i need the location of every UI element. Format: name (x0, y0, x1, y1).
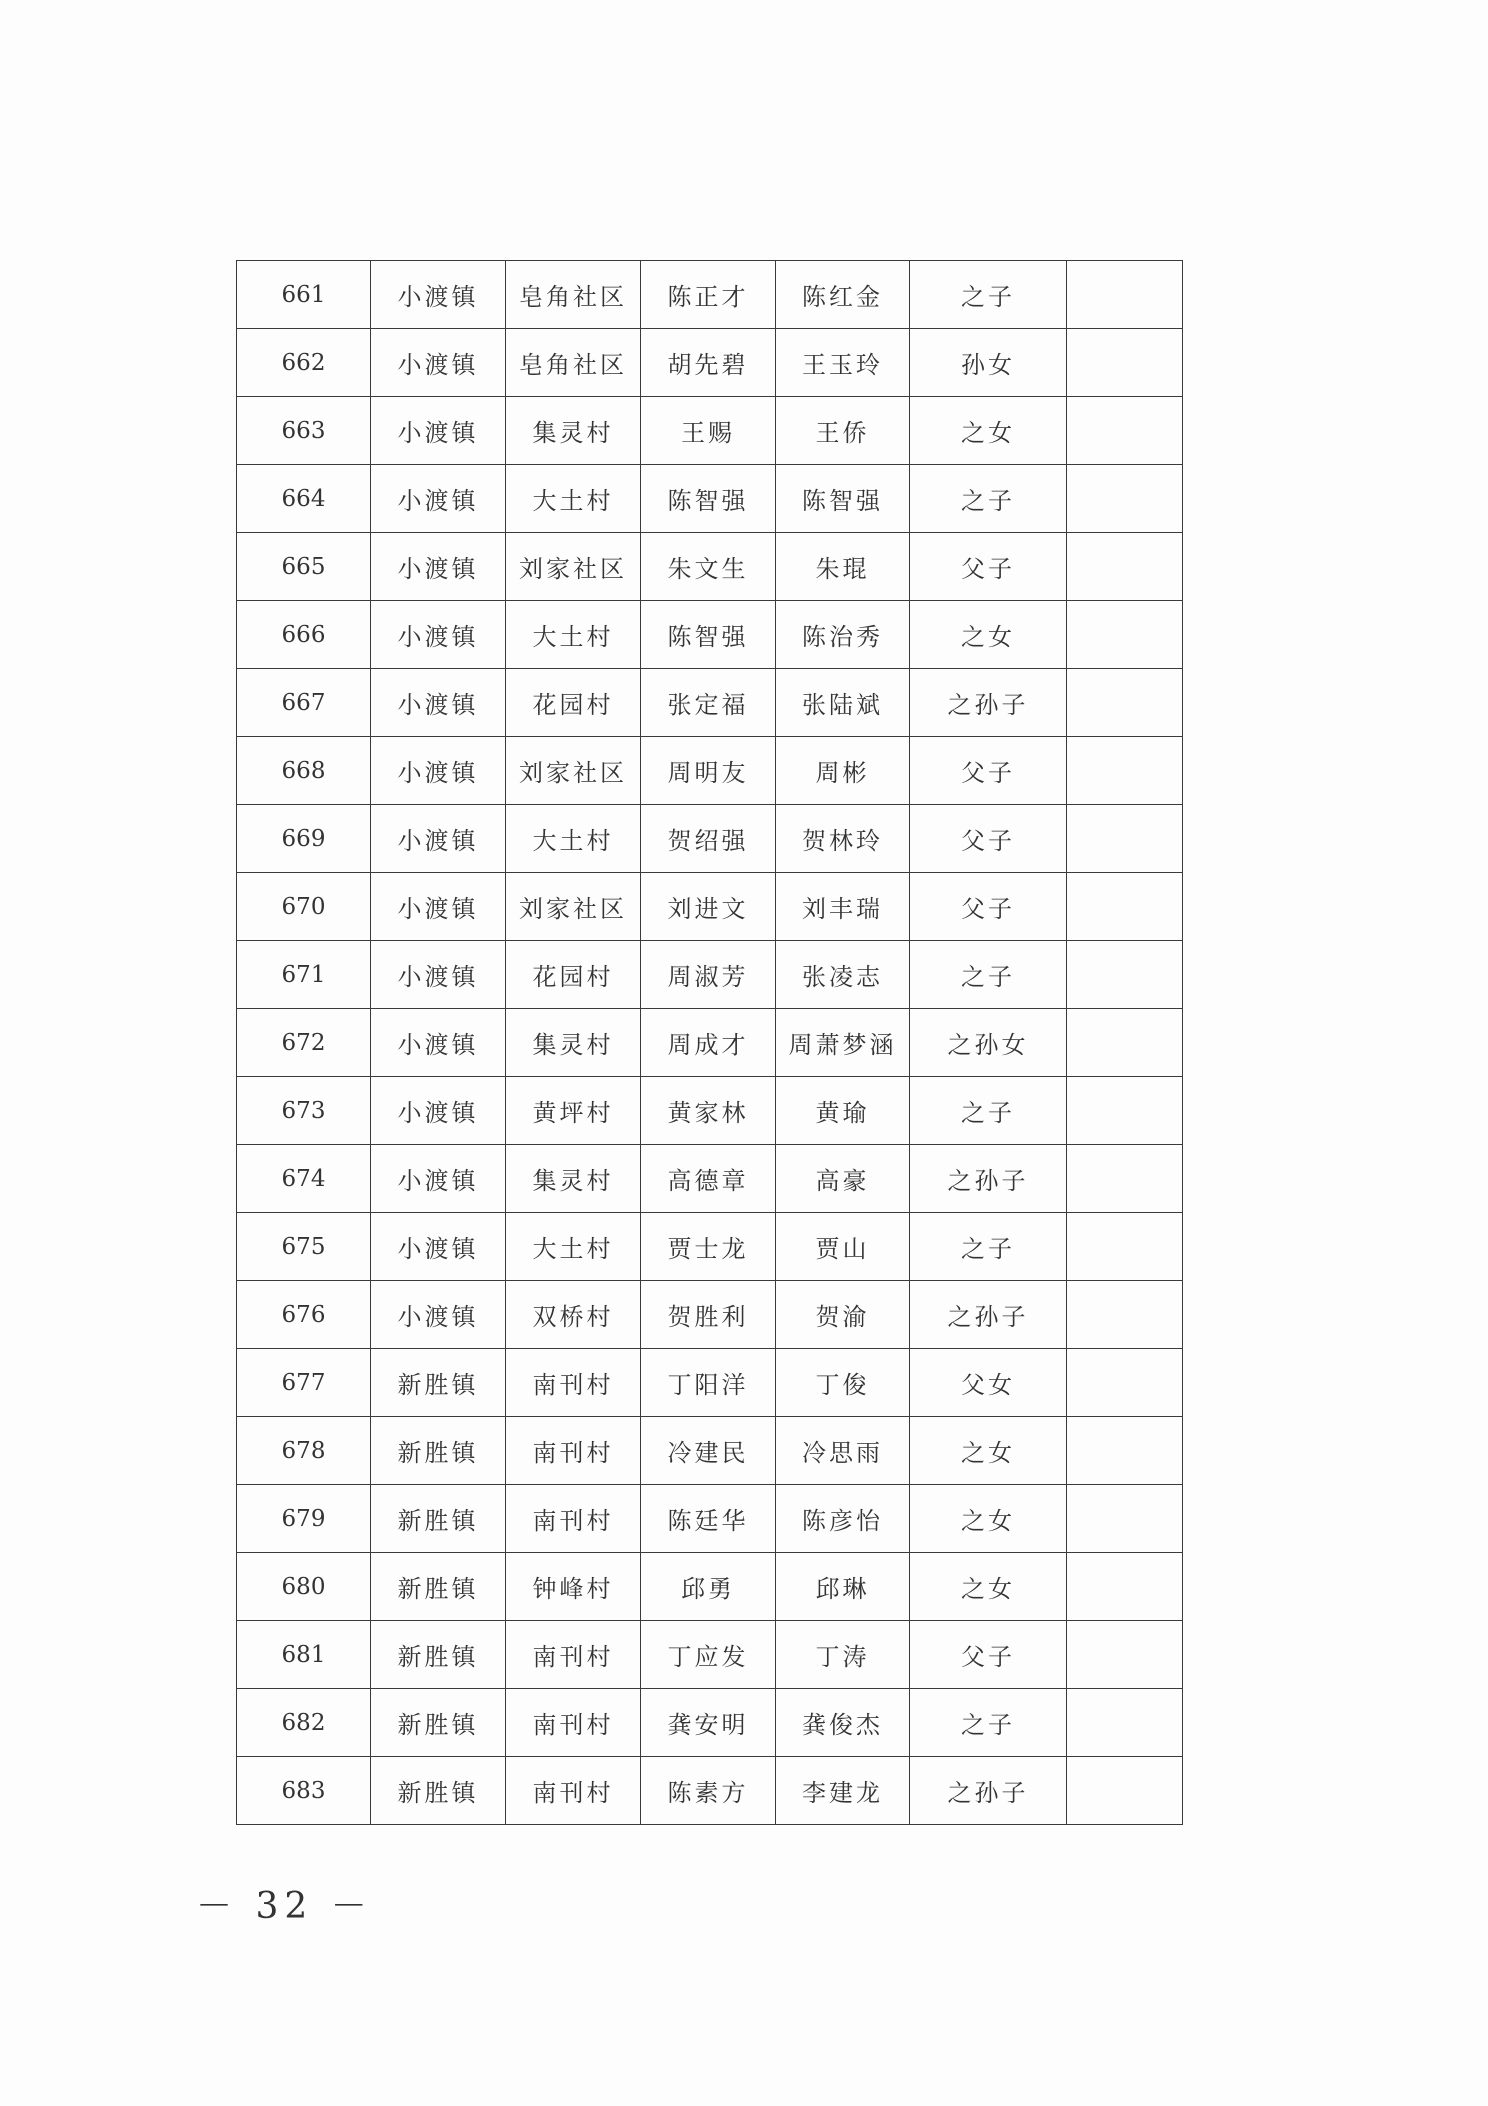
town-cell: 新胜镇 (371, 1621, 506, 1689)
relation-cell: 之子 (910, 941, 1067, 1009)
table-row (237, 601, 1183, 669)
relation-cell: 之孙子 (910, 1145, 1067, 1213)
note-cell (1067, 397, 1183, 465)
table-row (237, 329, 1183, 397)
village-cell: 花园村 (506, 669, 641, 737)
town-cell: 小渡镇 (371, 533, 506, 601)
note-cell (1067, 669, 1183, 737)
row-number-cell: 672 (237, 1009, 371, 1077)
name-b-cell: 黄瑜 (776, 1077, 910, 1145)
name-a-cell: 王赐 (641, 397, 776, 465)
note-cell (1067, 1757, 1183, 1825)
village-cell: 南刊村 (506, 1689, 641, 1757)
village-cell: 集灵村 (506, 1009, 641, 1077)
name-a-cell: 周成才 (641, 1009, 776, 1077)
table-row (237, 1689, 1183, 1757)
name-b-cell: 张凌志 (776, 941, 910, 1009)
relation-cell: 父子 (910, 533, 1067, 601)
row-number-cell: 670 (237, 873, 371, 941)
name-a-cell: 周淑芳 (641, 941, 776, 1009)
table-row (237, 805, 1183, 873)
town-cell: 小渡镇 (371, 261, 506, 329)
village-cell: 刘家社区 (506, 737, 641, 805)
page-number: － 32 － (196, 1886, 373, 1927)
note-cell (1067, 1485, 1183, 1553)
table-row (237, 533, 1183, 601)
town-cell: 小渡镇 (371, 737, 506, 805)
note-cell (1067, 465, 1183, 533)
village-cell: 钟峰村 (506, 1553, 641, 1621)
village-cell: 大土村 (506, 465, 641, 533)
town-cell: 小渡镇 (371, 397, 506, 465)
name-b-cell: 陈治秀 (776, 601, 910, 669)
table-row (237, 1417, 1183, 1485)
name-b-cell: 高豪 (776, 1145, 910, 1213)
row-number-cell: 683 (237, 1757, 371, 1825)
roster-table (236, 260, 1183, 1825)
name-a-cell: 贺绍强 (641, 805, 776, 873)
town-cell: 新胜镇 (371, 1417, 506, 1485)
relation-cell: 之子 (910, 261, 1067, 329)
village-cell: 南刊村 (506, 1485, 641, 1553)
row-number-cell: 682 (237, 1689, 371, 1757)
relation-cell: 之女 (910, 1417, 1067, 1485)
table-row (237, 669, 1183, 737)
note-cell (1067, 941, 1183, 1009)
table-row (237, 873, 1183, 941)
name-a-cell: 贺胜利 (641, 1281, 776, 1349)
name-a-cell: 周明友 (641, 737, 776, 805)
village-cell: 大土村 (506, 805, 641, 873)
village-cell: 南刊村 (506, 1417, 641, 1485)
name-b-cell: 贾山 (776, 1213, 910, 1281)
relation-cell: 之女 (910, 601, 1067, 669)
town-cell: 小渡镇 (371, 1145, 506, 1213)
relation-cell: 之孙子 (910, 669, 1067, 737)
note-cell (1067, 261, 1183, 329)
row-number-cell: 680 (237, 1553, 371, 1621)
town-cell: 小渡镇 (371, 805, 506, 873)
row-number-cell: 668 (237, 737, 371, 805)
name-a-cell: 高德章 (641, 1145, 776, 1213)
row-number-cell: 678 (237, 1417, 371, 1485)
village-cell: 黄坪村 (506, 1077, 641, 1145)
name-b-cell: 丁涛 (776, 1621, 910, 1689)
table-row (237, 1213, 1183, 1281)
table-row (237, 1757, 1183, 1825)
name-b-cell: 丁俊 (776, 1349, 910, 1417)
row-number-cell: 676 (237, 1281, 371, 1349)
name-b-cell: 刘丰瑞 (776, 873, 910, 941)
row-number-cell: 666 (237, 601, 371, 669)
name-a-cell: 陈正才 (641, 261, 776, 329)
town-cell: 小渡镇 (371, 329, 506, 397)
table-row (237, 737, 1183, 805)
name-b-cell: 王玉玲 (776, 329, 910, 397)
table-row (237, 1009, 1183, 1077)
name-a-cell: 丁阳洋 (641, 1349, 776, 1417)
name-a-cell: 陈廷华 (641, 1485, 776, 1553)
village-cell: 刘家社区 (506, 533, 641, 601)
relation-cell: 之子 (910, 1077, 1067, 1145)
village-cell: 南刊村 (506, 1757, 641, 1825)
name-b-cell: 邱琳 (776, 1553, 910, 1621)
name-a-cell: 龚安明 (641, 1689, 776, 1757)
town-cell: 小渡镇 (371, 1009, 506, 1077)
row-number-cell: 669 (237, 805, 371, 873)
note-cell (1067, 1553, 1183, 1621)
town-cell: 新胜镇 (371, 1485, 506, 1553)
name-b-cell: 李建龙 (776, 1757, 910, 1825)
table-row (237, 1281, 1183, 1349)
row-number-cell: 677 (237, 1349, 371, 1417)
town-cell: 小渡镇 (371, 1281, 506, 1349)
table-row (237, 1553, 1183, 1621)
village-cell: 双桥村 (506, 1281, 641, 1349)
name-b-cell: 王侨 (776, 397, 910, 465)
town-cell: 新胜镇 (371, 1553, 506, 1621)
relation-cell: 之子 (910, 465, 1067, 533)
note-cell (1067, 1621, 1183, 1689)
relation-cell: 父女 (910, 1349, 1067, 1417)
row-number-cell: 673 (237, 1077, 371, 1145)
name-b-cell: 张陆斌 (776, 669, 910, 737)
relation-cell: 之子 (910, 1213, 1067, 1281)
name-b-cell: 贺渝 (776, 1281, 910, 1349)
note-cell (1067, 873, 1183, 941)
name-a-cell: 陈智强 (641, 465, 776, 533)
note-cell (1067, 1009, 1183, 1077)
name-b-cell: 贺林玲 (776, 805, 910, 873)
village-cell: 皂角社区 (506, 261, 641, 329)
village-cell: 集灵村 (506, 1145, 641, 1213)
village-cell: 皂角社区 (506, 329, 641, 397)
note-cell (1067, 1213, 1183, 1281)
village-cell: 南刊村 (506, 1621, 641, 1689)
name-a-cell: 胡先碧 (641, 329, 776, 397)
village-cell: 花园村 (506, 941, 641, 1009)
name-b-cell: 陈红金 (776, 261, 910, 329)
name-a-cell: 邱勇 (641, 1553, 776, 1621)
name-b-cell: 陈智强 (776, 465, 910, 533)
name-a-cell: 朱文生 (641, 533, 776, 601)
row-number-cell: 681 (237, 1621, 371, 1689)
relation-cell: 之女 (910, 1485, 1067, 1553)
note-cell (1067, 805, 1183, 873)
town-cell: 新胜镇 (371, 1689, 506, 1757)
table-row (237, 1077, 1183, 1145)
name-a-cell: 陈智强 (641, 601, 776, 669)
note-cell (1067, 737, 1183, 805)
name-a-cell: 黄家林 (641, 1077, 776, 1145)
row-number-cell: 661 (237, 261, 371, 329)
row-number-cell: 664 (237, 465, 371, 533)
town-cell: 小渡镇 (371, 873, 506, 941)
name-b-cell: 周彬 (776, 737, 910, 805)
note-cell (1067, 1077, 1183, 1145)
relation-cell: 孙女 (910, 329, 1067, 397)
note-cell (1067, 533, 1183, 601)
village-cell: 刘家社区 (506, 873, 641, 941)
village-cell: 南刊村 (506, 1349, 641, 1417)
note-cell (1067, 329, 1183, 397)
name-b-cell: 龚俊杰 (776, 1689, 910, 1757)
note-cell (1067, 1281, 1183, 1349)
name-b-cell: 冷思雨 (776, 1417, 910, 1485)
name-a-cell: 丁应发 (641, 1621, 776, 1689)
relation-cell: 之孙子 (910, 1281, 1067, 1349)
town-cell: 小渡镇 (371, 465, 506, 533)
relation-cell: 父子 (910, 1621, 1067, 1689)
name-b-cell: 陈彦怡 (776, 1485, 910, 1553)
table-row (237, 465, 1183, 533)
town-cell: 小渡镇 (371, 601, 506, 669)
town-cell: 新胜镇 (371, 1757, 506, 1825)
town-cell: 新胜镇 (371, 1349, 506, 1417)
relation-cell: 之孙子 (910, 1757, 1067, 1825)
row-number-cell: 663 (237, 397, 371, 465)
table-row (237, 941, 1183, 1009)
row-number-cell: 665 (237, 533, 371, 601)
row-number-cell: 671 (237, 941, 371, 1009)
name-a-cell: 张定福 (641, 669, 776, 737)
note-cell (1067, 1349, 1183, 1417)
table-row (237, 1349, 1183, 1417)
relation-cell: 之女 (910, 1553, 1067, 1621)
town-cell: 小渡镇 (371, 1077, 506, 1145)
table-row (237, 1621, 1183, 1689)
table-row (237, 1485, 1183, 1553)
roster-table-body (237, 261, 1183, 1825)
relation-cell: 之孙女 (910, 1009, 1067, 1077)
row-number-cell: 662 (237, 329, 371, 397)
table-row (237, 397, 1183, 465)
row-number-cell: 674 (237, 1145, 371, 1213)
row-number-cell: 675 (237, 1213, 371, 1281)
village-cell: 集灵村 (506, 397, 641, 465)
village-cell: 大土村 (506, 601, 641, 669)
relation-cell: 父子 (910, 873, 1067, 941)
relation-cell: 之子 (910, 1689, 1067, 1757)
name-b-cell: 周萧梦涵 (776, 1009, 910, 1077)
town-cell: 小渡镇 (371, 1213, 506, 1281)
row-number-cell: 667 (237, 669, 371, 737)
note-cell (1067, 1417, 1183, 1485)
name-a-cell: 冷建民 (641, 1417, 776, 1485)
village-cell: 大土村 (506, 1213, 641, 1281)
row-number-cell: 679 (237, 1485, 371, 1553)
name-a-cell: 贾士龙 (641, 1213, 776, 1281)
table-row (237, 261, 1183, 329)
name-a-cell: 陈素方 (641, 1757, 776, 1825)
table-row (237, 1145, 1183, 1213)
relation-cell: 之女 (910, 397, 1067, 465)
relation-cell: 父子 (910, 737, 1067, 805)
relation-cell: 父子 (910, 805, 1067, 873)
town-cell: 小渡镇 (371, 669, 506, 737)
note-cell (1067, 601, 1183, 669)
name-a-cell: 刘进文 (641, 873, 776, 941)
note-cell (1067, 1145, 1183, 1213)
note-cell (1067, 1689, 1183, 1757)
name-b-cell: 朱琨 (776, 533, 910, 601)
town-cell: 小渡镇 (371, 941, 506, 1009)
